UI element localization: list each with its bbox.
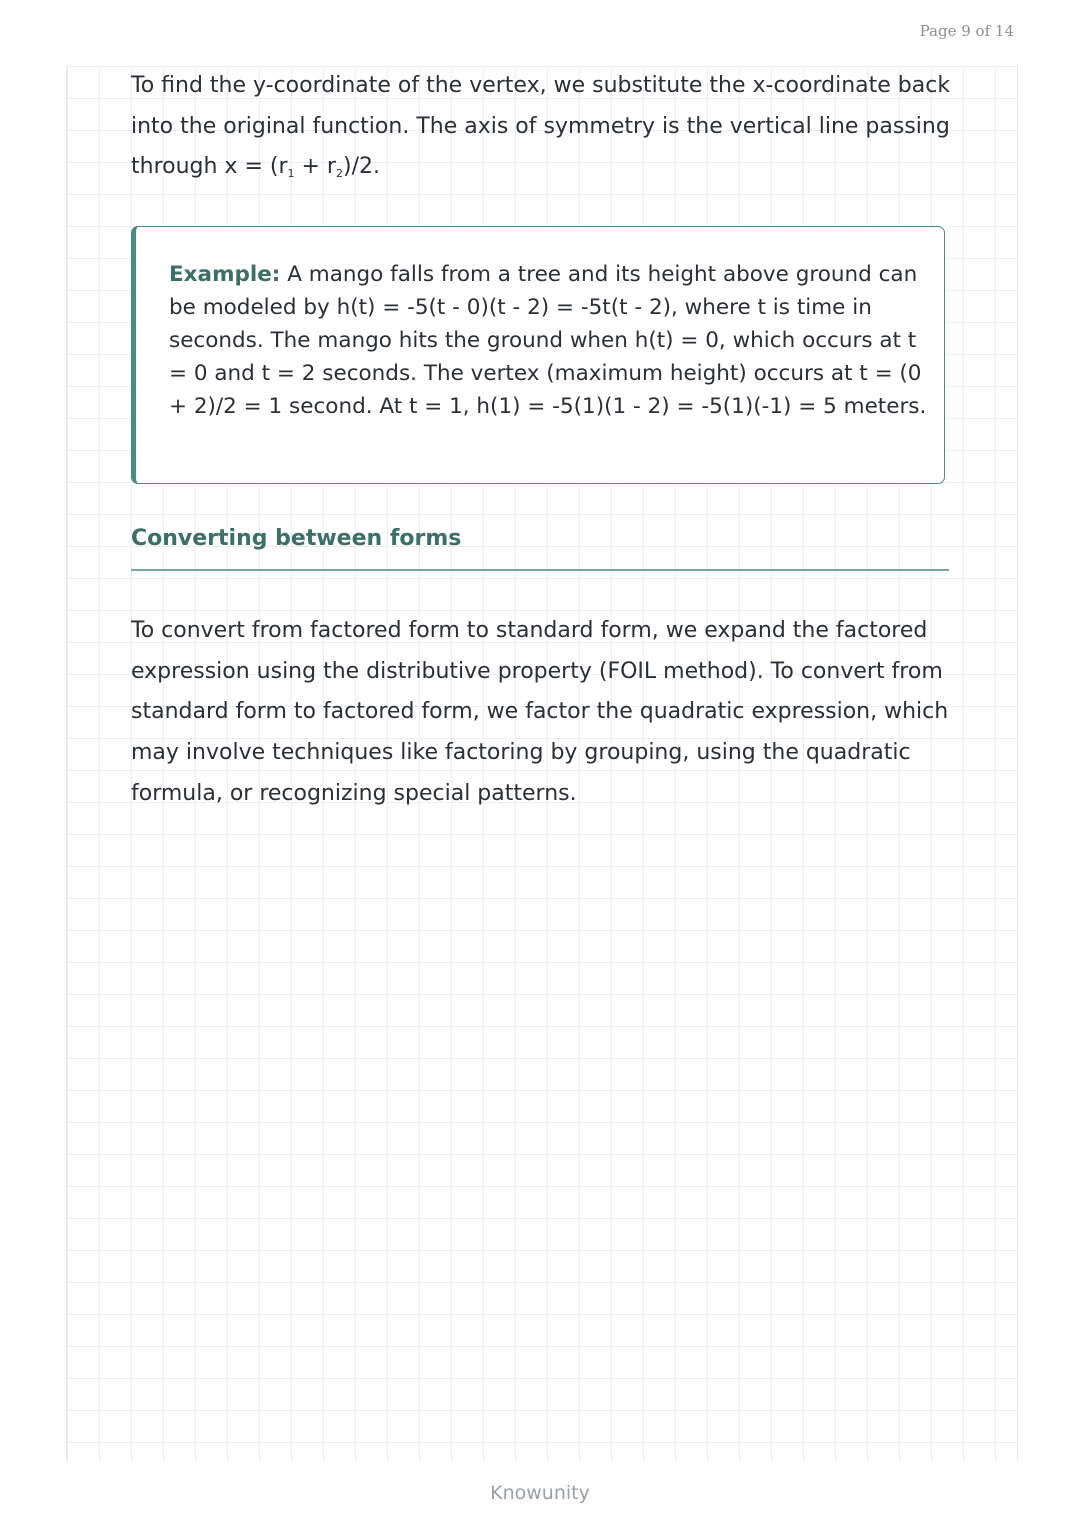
- heading-divider: [131, 569, 949, 571]
- subscript-2: 2: [335, 167, 343, 181]
- example-paragraph: [169, 258, 929, 423]
- example-label: Example:: [169, 262, 281, 287]
- intro-paragraph: [131, 66, 961, 188]
- section-body-paragraph: To convert from factored form to standard form, we expand the factored expression using the distributive property (FOIL method). To convert from standard form to factored form, we factor the quadratic expression, which may involve techniques like factoring by grouping, using the quadratic formula, or recognizing special patterns.: [131, 618, 949, 806]
- intro-text-part3: )/2.: [342, 154, 380, 180]
- example-box: [131, 226, 945, 484]
- footer-brand: Knowunity: [490, 1482, 590, 1504]
- subscript-1: 1: [287, 167, 295, 181]
- example-text: A mango falls from a tree and its height above ground can be modeled by h(t) = -5(t - 0)(t - 2) = -5t(t - 2), where t is time in seconds. The mango hits the ground when h(t) = 0, which occurs at t = 0 and t = 2 seconds. The vertex (maximum height) occurs at t = (0 + 2)/2 = 1 second. At t = 1, h(1) = -5(1)(1 - 2) = -5(1)(-1) = 5 meters.: [169, 262, 927, 419]
- page-number: Page 9 of 14: [919, 22, 1014, 40]
- intro-text-part2: + r: [294, 154, 336, 180]
- section-heading: Converting between forms: [131, 526, 462, 551]
- intro-text-part1: To find the y-coordinate of the vertex, we substitute the x-coordinate back into the original function. The axis of symmetry is the vertical line passing through x = (r: [131, 73, 951, 180]
